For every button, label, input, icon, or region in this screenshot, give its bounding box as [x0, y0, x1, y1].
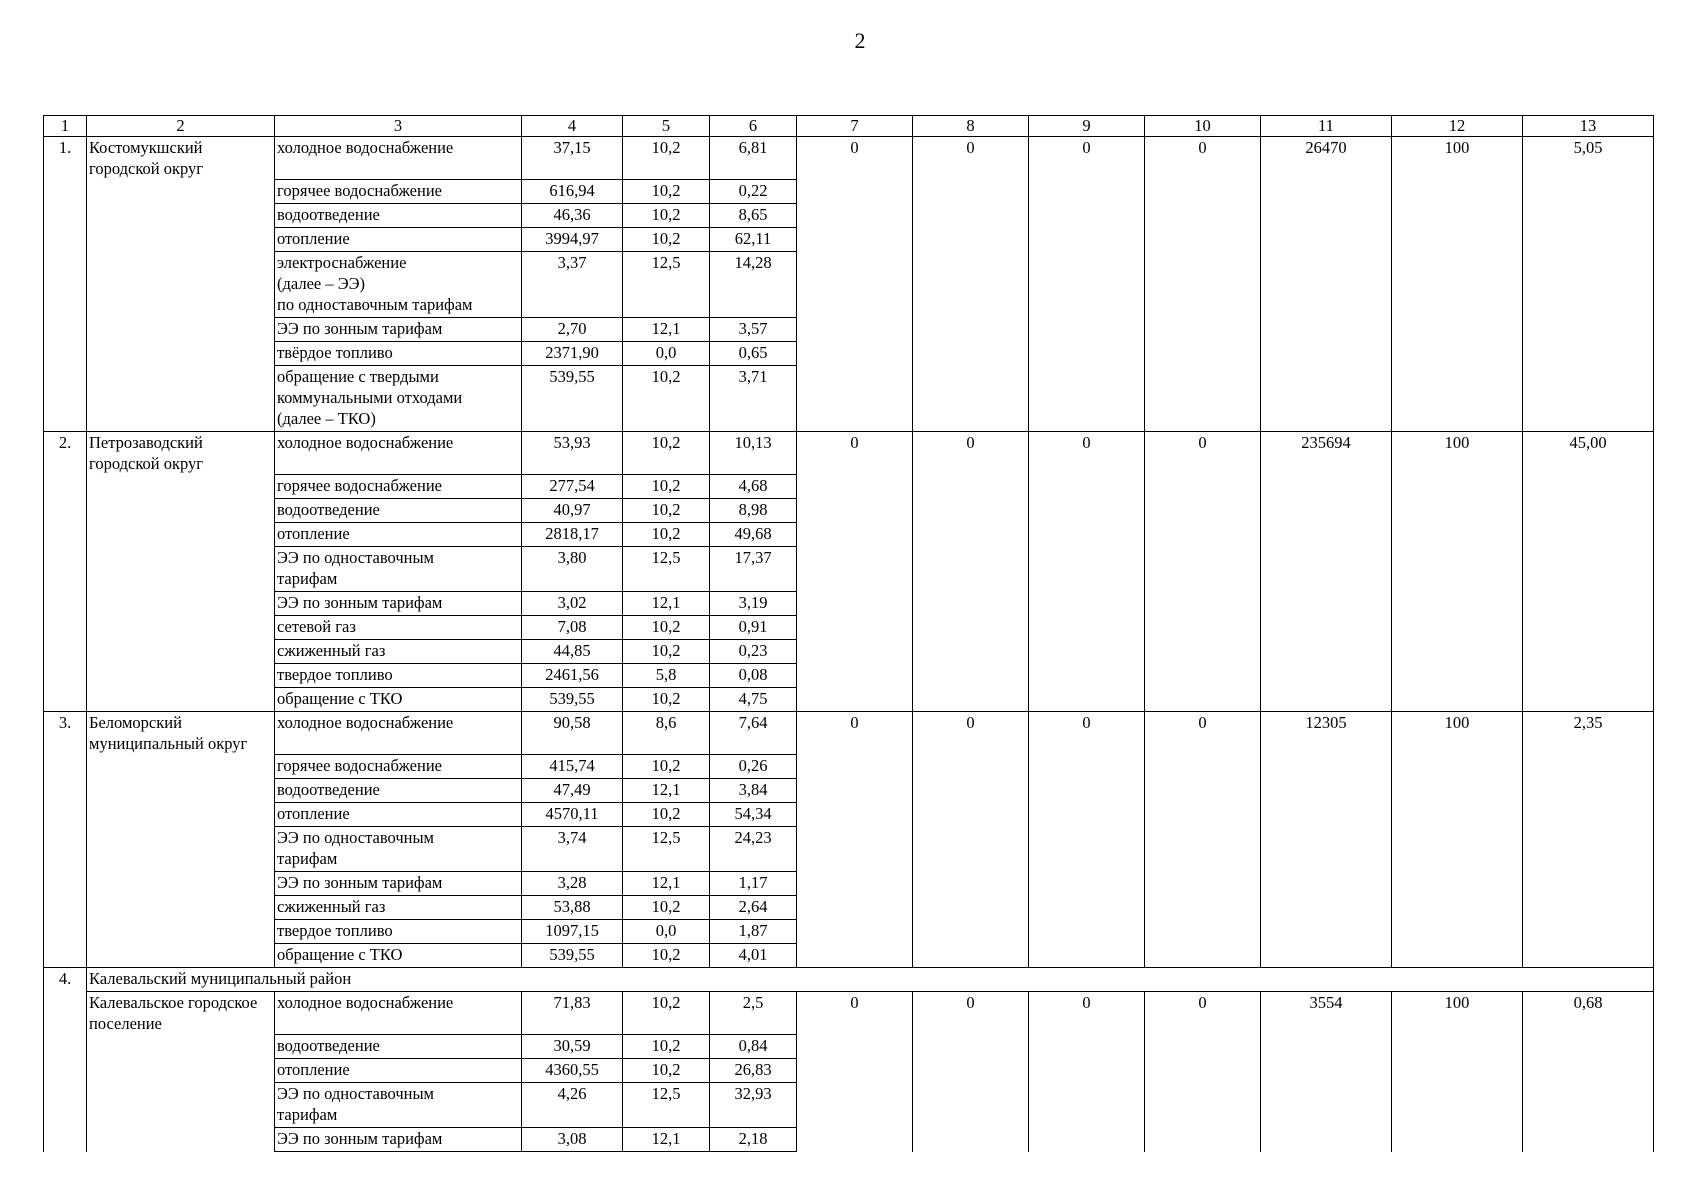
value-col-6: 1,17 — [710, 872, 797, 896]
service-name: обращение с ТКО — [275, 688, 522, 712]
service-name: водоотведение — [275, 499, 522, 523]
service-name: ЭЭ по зонным тарифам — [275, 318, 522, 342]
value-col-6: 14,28 — [710, 252, 797, 318]
value-col-4: 3,08 — [522, 1128, 623, 1152]
column-header-8: 8 — [913, 116, 1029, 137]
value-col-4: 37,15 — [522, 137, 623, 180]
value-col-4: 2461,56 — [522, 664, 623, 688]
value-col-5: 10,2 — [623, 616, 710, 640]
service-name: отопление — [275, 523, 522, 547]
service-name: ЭЭ по одноставочным тарифам — [275, 1083, 522, 1128]
row-number: 2. — [44, 432, 87, 712]
value-col-5: 10,2 — [623, 523, 710, 547]
value-col-13: 0,68 — [1523, 992, 1654, 1152]
service-name: холодное водоснабжение — [275, 712, 522, 755]
service-name: ЭЭ по зонным тарифам — [275, 1128, 522, 1152]
value-col-5: 10,2 — [623, 228, 710, 252]
value-col-5: 12,5 — [623, 1083, 710, 1128]
service-name: холодное водоснабжение — [275, 432, 522, 475]
value-col-6: 10,13 — [710, 432, 797, 475]
service-name: водоотведение — [275, 779, 522, 803]
value-col-6: 0,65 — [710, 342, 797, 366]
value-col-11: 3554 — [1261, 992, 1392, 1152]
value-col-12: 100 — [1392, 992, 1523, 1152]
value-col-4: 4360,55 — [522, 1059, 623, 1083]
value-col-5: 12,5 — [623, 547, 710, 592]
value-col-9: 0 — [1029, 712, 1145, 968]
value-col-5: 10,2 — [623, 755, 710, 779]
value-col-4: 4570,11 — [522, 803, 623, 827]
table-row — [44, 992, 1654, 1035]
service-name: горячее водоснабжение — [275, 475, 522, 499]
column-header-7: 7 — [797, 116, 913, 137]
service-name: сжиженный газ — [275, 896, 522, 920]
service-name: водоотведение — [275, 204, 522, 228]
row-number: 1. — [44, 137, 87, 432]
value-col-6: 32,93 — [710, 1083, 797, 1128]
service-name: твёрдое топливо — [275, 342, 522, 366]
value-col-5: 10,2 — [623, 432, 710, 475]
value-col-6: 3,19 — [710, 592, 797, 616]
column-header-11: 11 — [1261, 116, 1392, 137]
column-header-12: 12 — [1392, 116, 1523, 137]
value-col-5: 10,2 — [623, 366, 710, 432]
value-col-9: 0 — [1029, 432, 1145, 712]
column-header-13: 13 — [1523, 116, 1654, 137]
service-name: ЭЭ по одноставочным тарифам — [275, 547, 522, 592]
value-col-6: 0,22 — [710, 180, 797, 204]
value-col-4: 44,85 — [522, 640, 623, 664]
value-col-10: 0 — [1145, 432, 1261, 712]
value-col-4: 539,55 — [522, 688, 623, 712]
value-col-8: 0 — [913, 712, 1029, 968]
value-col-5: 10,2 — [623, 1035, 710, 1059]
value-col-6: 4,75 — [710, 688, 797, 712]
value-col-4: 53,88 — [522, 896, 623, 920]
column-header-3: 3 — [275, 116, 522, 137]
service-name: обращение с ТКО — [275, 944, 522, 968]
value-col-6: 2,64 — [710, 896, 797, 920]
value-col-5: 10,2 — [623, 688, 710, 712]
value-col-6: 4,68 — [710, 475, 797, 499]
column-header-10: 10 — [1145, 116, 1261, 137]
service-name: обращение с твердыми коммунальными отходами (далее – ТКО) — [275, 366, 522, 432]
value-col-5: 10,2 — [623, 1059, 710, 1083]
value-col-6: 3,71 — [710, 366, 797, 432]
value-col-13: 5,05 — [1523, 137, 1654, 432]
value-col-9: 0 — [1029, 992, 1145, 1152]
service-name: горячее водоснабжение — [275, 755, 522, 779]
value-col-5: 10,2 — [623, 475, 710, 499]
value-col-4: 2371,90 — [522, 342, 623, 366]
value-col-8: 0 — [913, 137, 1029, 432]
service-name: твердое топливо — [275, 664, 522, 688]
value-col-5: 10,2 — [623, 944, 710, 968]
value-col-4: 277,54 — [522, 475, 623, 499]
service-name: сетевой газ — [275, 616, 522, 640]
value-col-6: 0,23 — [710, 640, 797, 664]
column-header-5: 5 — [623, 116, 710, 137]
service-name: холодное водоснабжение — [275, 137, 522, 180]
value-col-5: 10,2 — [623, 180, 710, 204]
value-col-11: 26470 — [1261, 137, 1392, 432]
header-row — [44, 116, 1654, 137]
table-row — [44, 137, 1654, 180]
municipality-name: Беломорский муниципальный округ — [87, 712, 275, 968]
value-col-11: 235694 — [1261, 432, 1392, 712]
value-col-4: 3,37 — [522, 252, 623, 318]
table-body — [44, 116, 1654, 1152]
value-col-11: 12305 — [1261, 712, 1392, 968]
page-number: 2 — [854, 28, 866, 53]
service-name: отопление — [275, 228, 522, 252]
value-col-7: 0 — [797, 432, 913, 712]
municipality-name: Петрозаводский городской округ — [87, 432, 275, 712]
value-col-4: 71,83 — [522, 992, 623, 1035]
value-col-4: 4,26 — [522, 1083, 623, 1128]
column-header-2: 2 — [87, 116, 275, 137]
service-name: горячее водоснабжение — [275, 180, 522, 204]
value-col-7: 0 — [797, 712, 913, 968]
value-col-5: 10,2 — [623, 803, 710, 827]
value-col-13: 2,35 — [1523, 712, 1654, 968]
service-name: сжиженный газ — [275, 640, 522, 664]
value-col-6: 0,84 — [710, 1035, 797, 1059]
value-col-6: 0,91 — [710, 616, 797, 640]
value-col-5: 12,1 — [623, 1128, 710, 1152]
value-col-10: 0 — [1145, 992, 1261, 1152]
service-name: ЭЭ по зонным тарифам — [275, 592, 522, 616]
value-col-5: 10,2 — [623, 640, 710, 664]
column-header-6: 6 — [710, 116, 797, 137]
row-number: 4. — [44, 968, 87, 1152]
value-col-5: 0,0 — [623, 920, 710, 944]
value-col-4: 3994,97 — [522, 228, 623, 252]
value-col-12: 100 — [1392, 137, 1523, 432]
value-col-4: 415,74 — [522, 755, 623, 779]
value-col-6: 2,5 — [710, 992, 797, 1035]
value-col-6: 1,87 — [710, 920, 797, 944]
value-col-5: 12,1 — [623, 872, 710, 896]
value-col-8: 0 — [913, 992, 1029, 1152]
value-col-4: 3,28 — [522, 872, 623, 896]
value-col-6: 4,01 — [710, 944, 797, 968]
value-col-6: 26,83 — [710, 1059, 797, 1083]
value-col-6: 62,11 — [710, 228, 797, 252]
value-col-5: 10,2 — [623, 896, 710, 920]
column-header-9: 9 — [1029, 116, 1145, 137]
value-col-13: 45,00 — [1523, 432, 1654, 712]
value-col-5: 12,5 — [623, 827, 710, 872]
value-col-4: 53,93 — [522, 432, 623, 475]
table-row — [44, 432, 1654, 475]
value-col-8: 0 — [913, 432, 1029, 712]
value-col-10: 0 — [1145, 137, 1261, 432]
service-name: ЭЭ по зонным тарифам — [275, 872, 522, 896]
value-col-6: 0,26 — [710, 755, 797, 779]
value-col-6: 24,23 — [710, 827, 797, 872]
value-col-5: 12,1 — [623, 592, 710, 616]
municipality-name: Костомукшский городской округ — [87, 137, 275, 432]
service-name: холодное водоснабжение — [275, 992, 522, 1035]
value-col-6: 49,68 — [710, 523, 797, 547]
value-col-4: 1097,15 — [522, 920, 623, 944]
value-col-4: 30,59 — [522, 1035, 623, 1059]
value-col-6: 54,34 — [710, 803, 797, 827]
value-col-5: 10,2 — [623, 204, 710, 228]
value-col-5: 0,0 — [623, 342, 710, 366]
value-col-6: 17,37 — [710, 547, 797, 592]
service-name: отопление — [275, 1059, 522, 1083]
value-col-5: 12,5 — [623, 252, 710, 318]
value-col-5: 10,2 — [623, 137, 710, 180]
value-col-4: 616,94 — [522, 180, 623, 204]
value-col-6: 7,64 — [710, 712, 797, 755]
value-col-6: 0,08 — [710, 664, 797, 688]
value-col-4: 2,70 — [522, 318, 623, 342]
value-col-9: 0 — [1029, 137, 1145, 432]
value-col-7: 0 — [797, 992, 913, 1152]
value-col-4: 7,08 — [522, 616, 623, 640]
value-col-6: 3,84 — [710, 779, 797, 803]
value-col-5: 5,8 — [623, 664, 710, 688]
value-col-12: 100 — [1392, 712, 1523, 968]
value-col-6: 8,65 — [710, 204, 797, 228]
value-col-5: 10,2 — [623, 499, 710, 523]
value-col-6: 6,81 — [710, 137, 797, 180]
value-col-5: 8,6 — [623, 712, 710, 755]
column-header-1: 1 — [44, 116, 87, 137]
value-col-5: 10,2 — [623, 992, 710, 1035]
service-name: ЭЭ по одноставочным тарифам — [275, 827, 522, 872]
value-col-4: 3,74 — [522, 827, 623, 872]
municipality-name: Калевальское городское поселение — [87, 992, 275, 1152]
table-row — [44, 712, 1654, 755]
district-row — [44, 968, 1654, 992]
value-col-12: 100 — [1392, 432, 1523, 712]
value-col-4: 90,58 — [522, 712, 623, 755]
value-col-6: 2,18 — [710, 1128, 797, 1152]
value-col-6: 3,57 — [710, 318, 797, 342]
value-col-4: 47,49 — [522, 779, 623, 803]
service-name: отопление — [275, 803, 522, 827]
service-name: электроснабжение (далее – ЭЭ) по одноставочным тарифам — [275, 252, 522, 318]
row-number: 3. — [44, 712, 87, 968]
tariff-table — [43, 115, 1654, 1152]
value-col-4: 40,97 — [522, 499, 623, 523]
value-col-5: 12,1 — [623, 318, 710, 342]
value-col-6: 8,98 — [710, 499, 797, 523]
service-name: водоотведение — [275, 1035, 522, 1059]
column-header-4: 4 — [522, 116, 623, 137]
value-col-4: 539,55 — [522, 944, 623, 968]
value-col-10: 0 — [1145, 712, 1261, 968]
value-col-7: 0 — [797, 137, 913, 432]
value-col-4: 3,80 — [522, 547, 623, 592]
district-name: Калевальский муниципальный район — [87, 968, 1654, 992]
service-name: твердое топливо — [275, 920, 522, 944]
value-col-4: 2818,17 — [522, 523, 623, 547]
value-col-4: 3,02 — [522, 592, 623, 616]
value-col-4: 46,36 — [522, 204, 623, 228]
value-col-5: 12,1 — [623, 779, 710, 803]
value-col-4: 539,55 — [522, 366, 623, 432]
